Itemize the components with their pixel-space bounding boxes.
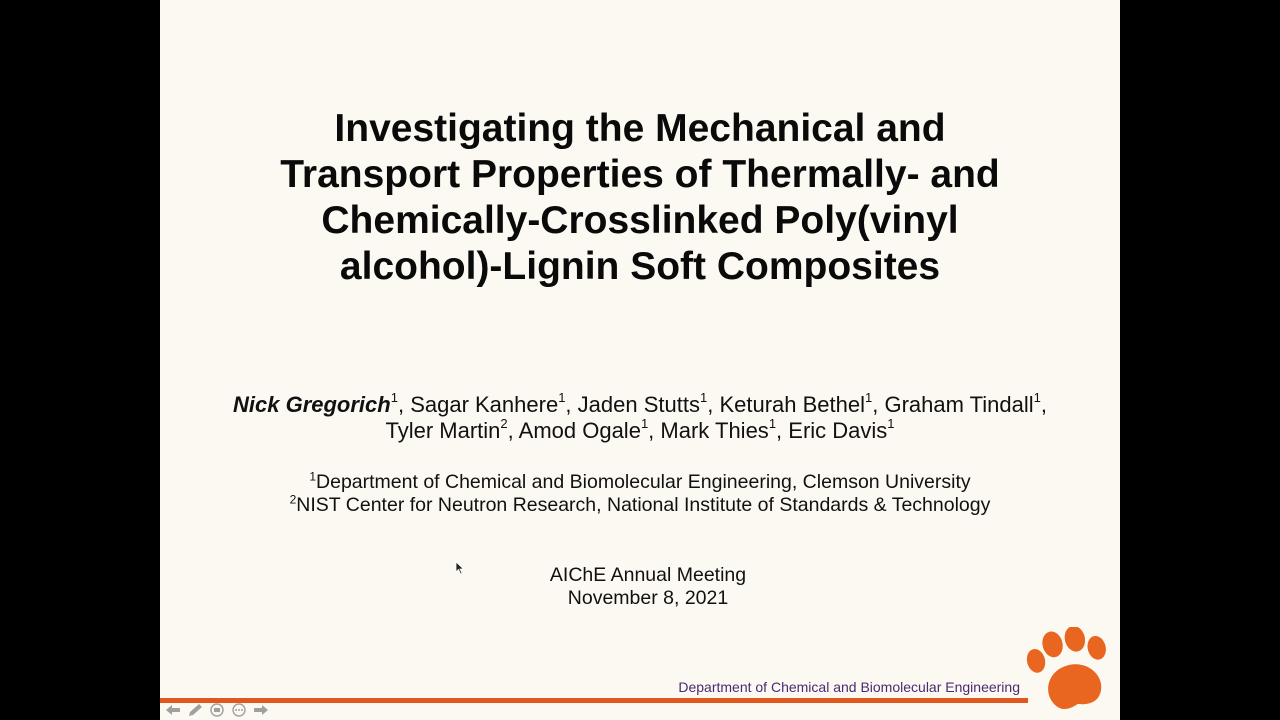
affiliation-line (160, 494, 1120, 517)
mouse-pointer-icon (455, 561, 467, 575)
author-separator: , (707, 392, 720, 417)
title-line: Chemically-Crosslinked Poly(vinyl (321, 199, 959, 242)
slides-icon[interactable] (208, 702, 226, 718)
affiliation-mark: 2 (289, 492, 297, 507)
event-name: AIChE Annual Meeting (549, 564, 747, 586)
presentation-slide (160, 0, 1120, 720)
affiliation-text: Department of Chemical and Biomolecular Engineering, Clemson University (316, 471, 971, 493)
affiliation-mark: 1 (309, 469, 317, 484)
author-affiliation-mark: 1 (768, 415, 777, 431)
event-info (488, 564, 808, 610)
author-affiliation-mark: 1 (390, 389, 398, 405)
author-separator: , (397, 392, 411, 417)
affiliation-line (160, 471, 1120, 494)
arrow-left-icon[interactable] (164, 702, 182, 718)
author-line-1 (180, 389, 1100, 418)
author-name: Keturah Bethel (719, 392, 865, 417)
affiliation-list (160, 471, 1120, 517)
author-name: Sagar Kanhere (410, 392, 559, 417)
author-separator: , (507, 418, 519, 443)
author-separator: , (776, 418, 789, 443)
author-name: Mark Thies (660, 418, 769, 443)
author-affiliation-mark: 1 (887, 415, 895, 431)
author-name: Graham Tindall (884, 392, 1034, 417)
title-line: Transport Properties of Thermally- and (280, 153, 1000, 196)
author-name: Tyler Martin (385, 418, 501, 443)
footer-accent-bar (160, 698, 1028, 703)
author-list (180, 389, 1100, 444)
affiliation-text: NIST Center for Neutron Research, National Institute of Standards & Technology (296, 494, 991, 516)
author-name: Eric Davis (788, 418, 888, 443)
author-separator: , (648, 418, 661, 443)
more-icon[interactable] (230, 702, 248, 718)
arrow-right-icon[interactable] (252, 702, 270, 718)
footer-department: Department of Chemical and Biomolecular Engineering (678, 679, 1020, 695)
author-affiliation-mark: 1 (864, 389, 873, 405)
author-affiliation-mark: 2 (500, 415, 508, 431)
author-separator: , (565, 392, 578, 417)
author-affiliation-mark: 1 (1033, 389, 1041, 405)
event-date: November 8, 2021 (567, 587, 729, 609)
title-line: alcohol)-Lignin Soft Composites (339, 245, 941, 288)
author-affiliation-mark: 1 (699, 389, 708, 405)
tiger-paw-logo (1022, 627, 1118, 719)
author-name: Nick Gregorich (233, 392, 391, 417)
author-separator: , (1040, 392, 1047, 417)
title-line: Investigating the Mechanical and (334, 107, 946, 150)
author-name: Jaden Stutts (577, 392, 700, 417)
slideshow-nav-toolbar (160, 700, 270, 720)
pen-icon[interactable] (186, 702, 204, 718)
author-name: Amod Ogale (518, 418, 641, 443)
author-separator: , (872, 392, 885, 417)
author-affiliation-mark: 1 (640, 415, 649, 431)
author-line-2 (180, 415, 1100, 444)
author-affiliation-mark: 1 (558, 389, 566, 405)
slide-title (160, 106, 1120, 290)
